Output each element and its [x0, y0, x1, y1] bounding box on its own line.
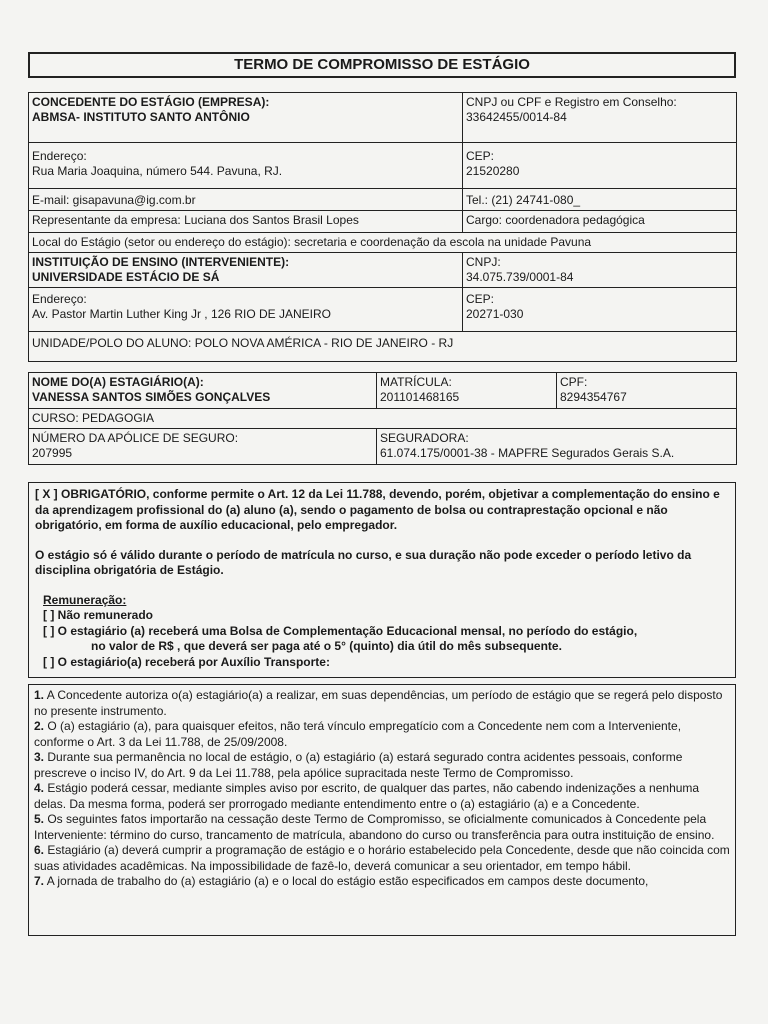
instituicao-cnpj: 34.075.739/0001-84 [466, 270, 574, 284]
instituicao-cep-label: CEP: [466, 292, 495, 306]
matricula-value: 201101468165 [380, 390, 460, 404]
apolice-label: NÚMERO DA APÓLICE DE SEGURO: [32, 431, 239, 445]
concedente-name: ABMSA- INSTITUTO SANTO ANTÔNIO [32, 110, 250, 124]
concedente-cep-label: CEP: [466, 149, 495, 163]
concedente-local: Local do Estágio (setor ou endereço do estágio): secretaria e coordenação da escola na unidade Pavuna [29, 233, 737, 253]
concedente-address-cell [29, 143, 463, 189]
cpf-cell [557, 373, 737, 409]
concedente-label: CONCEDENTE DO ESTÁGIO (EMPRESA): [32, 95, 270, 109]
concedente-cnpj-cell [463, 93, 737, 143]
clause-2: 2. O (a) estagiário (a), para quaisquer efeitos, não terá vínculo empregatício com a Concedente nem com a Interveniente, conforme o Art. 3 da Lei 11.788, de 25/09/2008. [34, 719, 682, 749]
concedente-tel: Tel.: (21) 24741-080_ [463, 189, 737, 211]
matricula-cell [377, 373, 557, 409]
remuneracao-option-nao: [ ] Não remunerado [43, 608, 154, 622]
concedente-cargo: Cargo: coordenadora pedagógica [463, 211, 737, 233]
instituicao-address-cell [29, 288, 463, 332]
instituicao-label: INSTITUIÇÃO DE ENSINO (INTERVENIENTE): [32, 255, 290, 269]
cpf-label: CPF: [560, 375, 588, 389]
clause-7: 7. A jornada de trabalho do (a) estagiário (a) e o local do estágio estão especificados em campos deste documento, [34, 874, 649, 888]
concedente-email: E-mail: gisapavuna@ig.com.br [29, 189, 463, 211]
clauses-section [28, 684, 736, 936]
estagiario-table [28, 372, 737, 465]
clause-6: 6. Estagiário (a) deverá cumprir a programação de estágio e o horário estabelecido pela Concedente, desde que não coincida com suas atividades acadêmicas. Na impossibilidade de fazê-lo, deverá comunicar a seu orientador, em tempo hábil. [34, 843, 730, 873]
instituicao-address: Av. Pastor Martin Luther King Jr , 126 RIO DE JANEIRO [32, 307, 331, 321]
instituicao-cnpj-label: CNPJ: [466, 255, 501, 269]
concedente-cnpj: 33642455/0014-84 [466, 110, 567, 124]
instituicao-unidade: UNIDADE/POLO DO ALUNO: POLO NOVA AMÉRICA - RIO DE JANEIRO - RJ [29, 332, 737, 362]
concedente-cnpj-label: CNPJ ou CPF e Registro em Conselho: [466, 95, 677, 109]
seguradora-cell [377, 429, 737, 465]
concedente-representative: Representante da empresa: Luciana dos Santos Brasil Lopes [29, 211, 463, 233]
apolice-value: 207995 [32, 446, 73, 460]
seguradora-label: SEGURADORA: [380, 431, 469, 445]
document-title: TERMO DE COMPROMISSO DE ESTÁGIO [28, 52, 736, 78]
instituicao-cell [29, 253, 463, 288]
remuneracao-option-transporte: [ ] O estagiário(a) receberá por Auxílio Transporte: [43, 654, 330, 669]
cpf-value: 8294354767 [560, 390, 627, 404]
concedente-table [28, 92, 737, 362]
concedente-cep-cell [463, 143, 737, 189]
instituicao-address-label: Endereço: [32, 292, 87, 306]
estagiario-label: NOME DO(A) ESTAGIÁRIO(A): [32, 375, 204, 389]
clause-3: 3. Durante sua permanência no local de estágio, o (a) estagiário (a) estará segurado contra acidentes pessoais, conforme prescreve o inciso IV, do Art. 9 da Lei 11.788, pela apólice supracitada neste Termo de Compromisso. [34, 750, 683, 780]
curso: CURSO: PEDAGOGIA [29, 409, 737, 429]
matricula-label: MATRÍCULA: [380, 375, 452, 389]
remuneracao-option-bolsa-valor: no valor de R$ , que deverá ser paga até o 5° (quinto) dia útil do mês subsequente. [91, 639, 562, 653]
concedente-address: Rua Maria Joaquina, número 544. Pavuna, RJ. [32, 164, 283, 178]
clause-5: 5. Os seguintes fatos importarão na cessação deste Termo de Compromisso, se oficialmente comunicados à Concedente pela Interveniente: término do curso, trancamento de matrícula, abandono do curso ou transferência para outra instituição de ensino. [34, 812, 715, 842]
clause-1: 1. A Concedente autoriza o(a) estagiário(a) a realizar, em suas dependências, um período de estágio que se regerá pelo disposto no presente instrumento. [34, 688, 723, 718]
estagiario-name: VANESSA SANTOS SIMÕES GONÇALVES [32, 390, 271, 404]
seguradora-value: 61.074.175/0001-38 - MAPFRE Segurados Gerais S.A. [380, 446, 675, 460]
validade-text: O estágio só é válido durante o período de matrícula no curso, e sua duração não pode exceder o período letivo da disciplina obrigatória de Estágio. [35, 547, 692, 577]
concedente-cell [29, 93, 463, 143]
instituicao-cep-cell [463, 288, 737, 332]
obrigatorio-section [28, 482, 736, 678]
remuneracao-option-bolsa: [ ] O estagiário (a) receberá uma Bolsa de Complementação Educacional mensal, no período do estágio, [43, 623, 638, 638]
clause-4: 4. Estágio poderá cessar, mediante simples aviso por escrito, de qualquer das partes, não cabendo indenizações a nenhuma delas. Da mesma forma, poderá ser prorrogado mediante entendimento entre o (a) estagiário (a) e a Concedente. [34, 781, 700, 811]
instituicao-cnpj-cell [463, 253, 737, 288]
apolice-cell [29, 429, 377, 465]
instituicao-name: UNIVERSIDADE ESTÁCIO DE SÁ [32, 270, 220, 284]
instituicao-cep: 20271-030 [466, 307, 524, 321]
obrigatorio-text: [ X ] OBRIGATÓRIO, conforme permite o Art. 12 da Lei 11.788, devendo, porém, objetivar a complementação do ensino e da aprendizagem profissional do (a) aluno (a), sendo o pagamento de bolsa ou contraprestação opcional e não obrigatório, em forma de auxílio educacional, pelo empregador. [35, 487, 720, 532]
estagiario-cell [29, 373, 377, 409]
remuneracao-label: Remuneração: [43, 592, 127, 607]
remuneracao-block [43, 593, 729, 671]
concedente-cep: 21520280 [466, 164, 520, 178]
concedente-address-label: Endereço: [32, 149, 87, 163]
